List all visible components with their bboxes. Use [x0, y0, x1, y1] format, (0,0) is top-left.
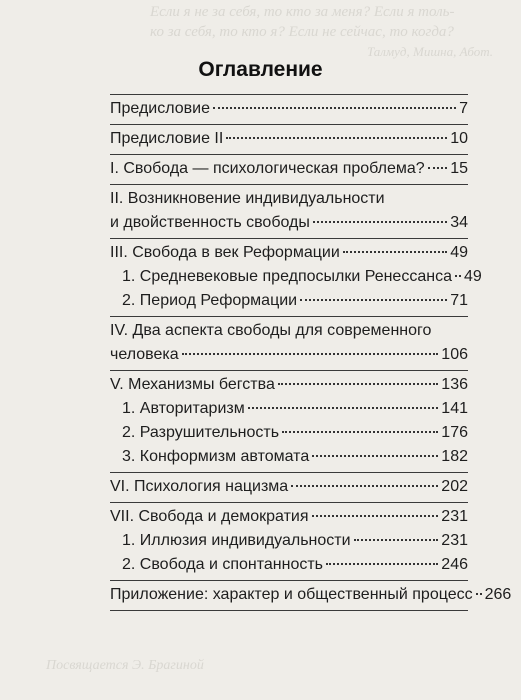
toc-entry-label: Приложение: характер и общественный процесс	[110, 586, 473, 603]
toc-entry-label: 1. Средневековые предпосылки Ренессанса	[122, 268, 452, 285]
toc-entry-label-cont: и двойственность свободы	[110, 214, 310, 231]
dot-leader	[313, 221, 447, 223]
dot-leader	[343, 251, 447, 253]
toc-section	[110, 581, 512, 611]
toc-entry[interactable]	[110, 373, 468, 397]
toc-section	[110, 503, 468, 581]
toc-subentry[interactable]	[110, 397, 468, 421]
toc-entry-label: VI. Психология нацизма	[110, 478, 289, 495]
dot-leader	[455, 275, 461, 277]
toc-entry-page: 49	[463, 268, 482, 285]
toc-entry-page: 266	[484, 586, 512, 603]
toc-entry[interactable]	[110, 475, 468, 499]
toc-entry-line[interactable]	[110, 319, 468, 343]
toc-entry-label: 2. Разрушительность	[122, 424, 280, 441]
toc-entry[interactable]	[110, 127, 468, 151]
toc-entry-label: Предисловие II	[110, 130, 224, 147]
toc-entry-label: I. Свобода — психологическая проблема?	[110, 160, 425, 177]
toc-subentry[interactable]	[110, 445, 468, 469]
toc-entry-page: 141	[441, 400, 468, 417]
toc-entry-page: 182	[441, 448, 468, 465]
toc-entry-page: 176	[441, 424, 468, 441]
dot-leader	[476, 593, 482, 595]
toc-entry-line[interactable]	[110, 343, 468, 367]
bleed-line: ко за себя, то кто я? Если не сейчас, то когда?	[150, 24, 454, 40]
toc-subentry[interactable]	[110, 265, 482, 289]
toc-section	[110, 317, 468, 371]
dot-leader	[282, 431, 438, 433]
toc-section	[110, 239, 482, 317]
toc-section	[110, 95, 468, 125]
toc-section	[110, 155, 468, 185]
bleed-attribution: Талмуд, Мишна, Абот.	[366, 44, 493, 59]
dot-leader	[278, 383, 438, 385]
toc-entry[interactable]	[110, 505, 468, 529]
page-title: Оглавление	[198, 58, 323, 81]
toc-entry-label: IV. Два аспекта свободы для современного	[110, 322, 432, 339]
toc-entry-page: 231	[441, 508, 468, 525]
toc-entry-page: 136	[441, 376, 468, 393]
dot-leader	[312, 515, 439, 517]
toc-entry-label: Предисловие	[110, 100, 210, 117]
toc-entry-page: 71	[450, 292, 468, 309]
toc-entry-line[interactable]	[110, 187, 468, 211]
bleed-line: Если я не за себя, то кто за меня? Если я толь-	[150, 4, 455, 20]
toc-entry-label: 1. Иллюзия индивидуальности	[122, 532, 351, 549]
dot-leader	[354, 539, 439, 541]
toc-entry-label: 2. Период Реформации	[122, 292, 298, 309]
dot-leader	[312, 455, 438, 457]
toc-entry-page: 15	[450, 160, 468, 177]
toc-entry[interactable]	[110, 583, 512, 607]
toc-subentry[interactable]	[110, 529, 468, 553]
toc-section	[110, 185, 468, 239]
toc-entry-page: 7	[459, 100, 468, 117]
toc-entry-label: VII. Свобода и демократия	[110, 508, 309, 525]
toc-section	[110, 371, 468, 473]
toc-entry-label: II. Возникновение индивидуальности	[110, 190, 385, 207]
toc-entry-label: III. Свобода в век Реформации	[110, 244, 340, 261]
toc-entry-label: 1. Авторитаризм	[122, 400, 245, 417]
toc-entry-label: 3. Конформизм автомата	[122, 448, 310, 465]
toc-entry-label: 2. Свобода и спонтанность	[122, 556, 324, 573]
bleed-through-epigraph	[150, 2, 521, 62]
toc-entry-label-cont: человека	[110, 346, 179, 363]
dot-leader	[248, 407, 439, 409]
dot-leader	[226, 137, 447, 139]
dot-leader	[300, 299, 447, 301]
toc-entry[interactable]	[110, 97, 468, 121]
dot-leader	[291, 485, 438, 487]
dot-leader	[428, 167, 448, 169]
toc-entry-page: 10	[450, 130, 468, 147]
toc-subentry[interactable]	[110, 553, 468, 577]
toc-entry[interactable]	[110, 157, 468, 181]
dot-leader	[182, 353, 439, 355]
toc-entry-page: 49	[450, 244, 468, 261]
dot-leader	[326, 563, 438, 565]
toc-entry-page: 231	[441, 532, 468, 549]
dot-leader	[213, 107, 456, 109]
toc-entry-line[interactable]	[110, 211, 468, 235]
toc-entry[interactable]	[110, 241, 468, 265]
bleed-through-dedication: Посвящается Э. Брагиной	[46, 658, 204, 673]
table-of-contents	[110, 94, 512, 611]
toc-entry-label: V. Механизмы бегства	[110, 376, 275, 393]
toc-section	[110, 473, 468, 503]
toc-entry-page: 34	[450, 214, 468, 231]
toc-section	[110, 125, 468, 155]
toc-subentry[interactable]	[110, 289, 468, 313]
toc-entry-page: 246	[441, 556, 468, 573]
toc-subentry[interactable]	[110, 421, 468, 445]
toc-entry-page: 106	[441, 346, 468, 363]
toc-entry-page: 202	[441, 478, 468, 495]
